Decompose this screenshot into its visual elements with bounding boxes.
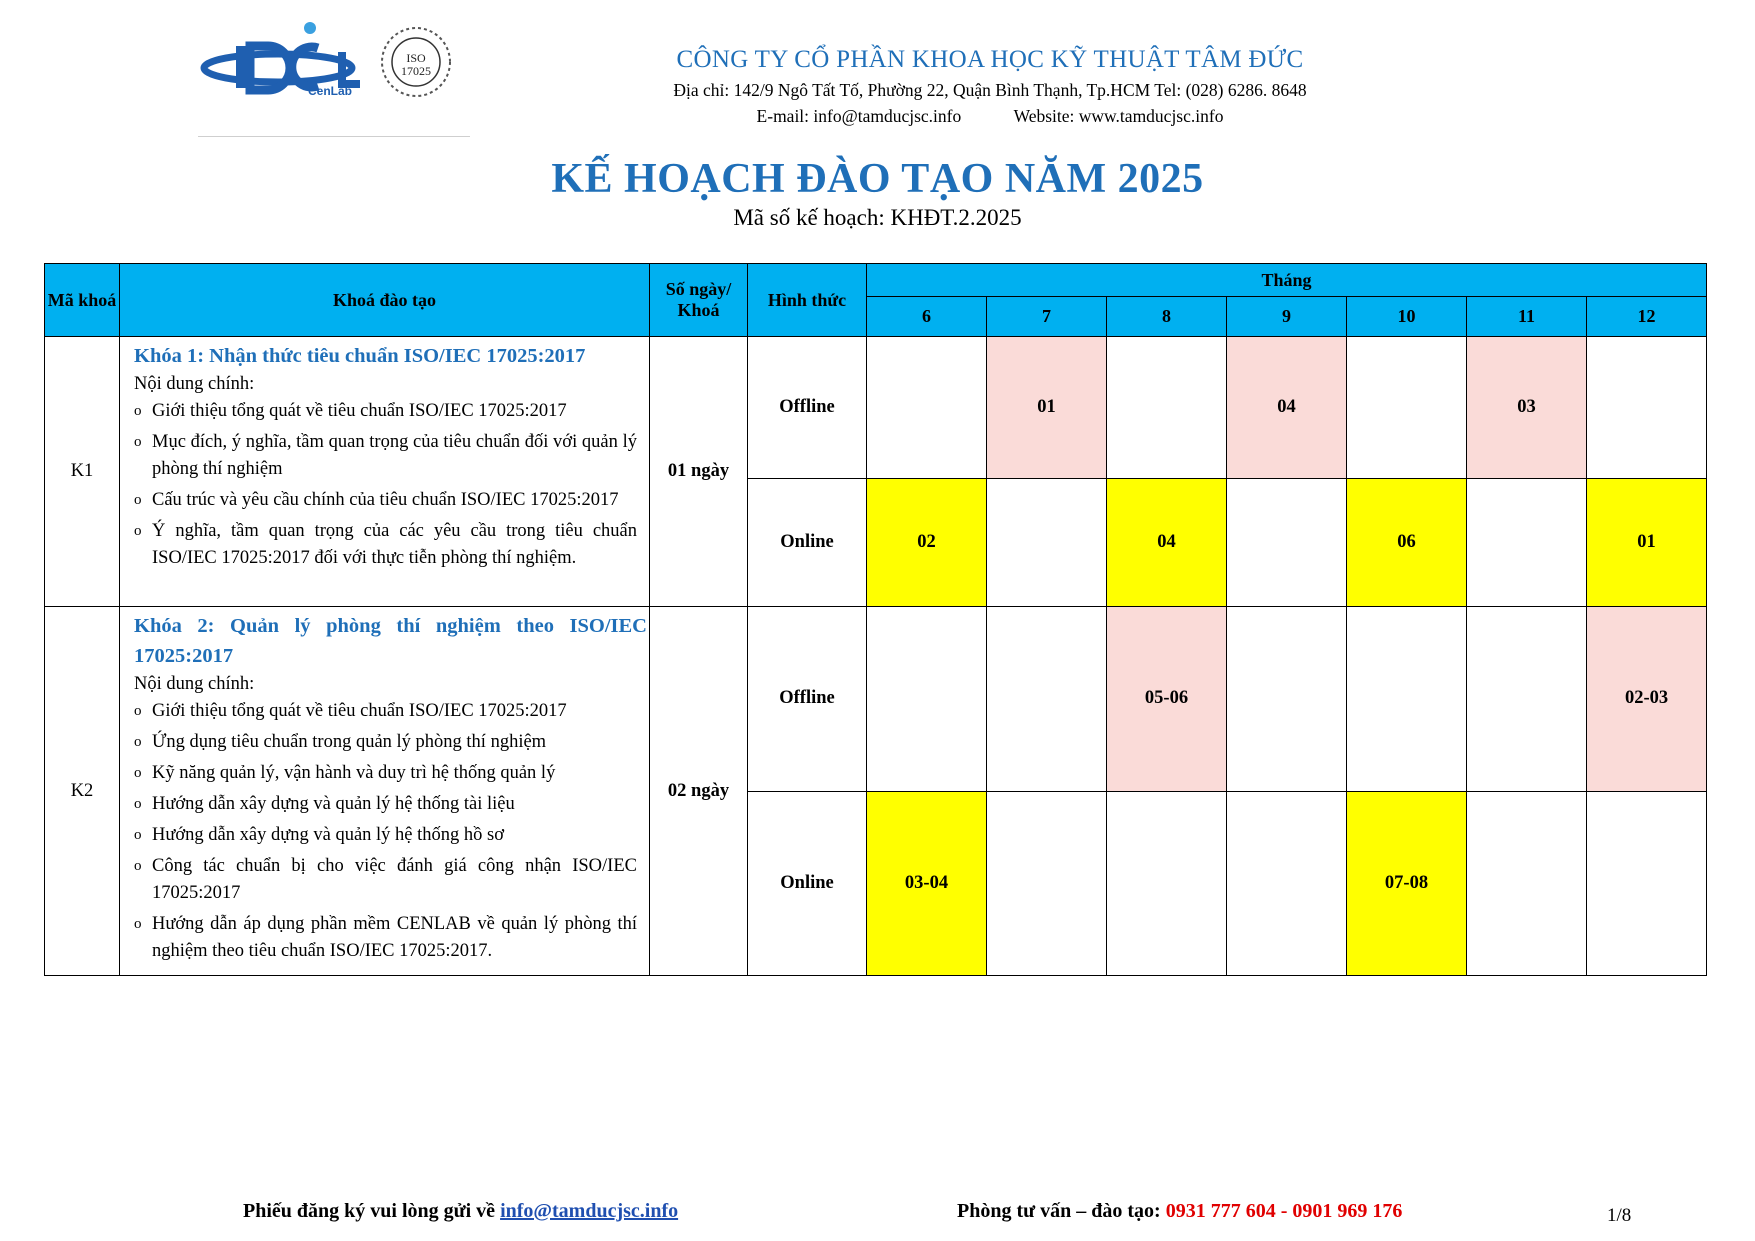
footer-phones: 0931 777 604 - 0901 969 176 — [1165, 1200, 1403, 1222]
schedule-cell: 01 — [1587, 479, 1707, 607]
plan-code: Mã số kế hoạch: KHĐT.2.2025 — [733, 205, 1022, 230]
month-11: 11 — [1467, 297, 1587, 337]
course-days: 02 ngày — [650, 607, 748, 976]
header-days: Số ngày/ Khoá — [650, 264, 748, 337]
schedule-cell: 04 — [1107, 479, 1227, 607]
schedule-cell — [1467, 607, 1587, 792]
company-address: Địa chỉ: 142/9 Ngô Tất Tố, Phường 22, Quận Bình Thạnh, Tp.HCM Tel: (028) 6286. 8648 — [673, 80, 1307, 100]
footer-consult — [957, 1200, 1402, 1223]
month-12: 12 — [1587, 297, 1707, 337]
course-code: K1 — [45, 337, 120, 607]
mode-online: Online — [748, 479, 867, 607]
training-plan-table — [44, 263, 1707, 976]
schedule-cell — [1347, 337, 1467, 479]
footer-register-text: Phiếu đăng ký vui lòng gửi về — [243, 1200, 496, 1222]
company-header — [630, 46, 1350, 127]
page-number: 1/8 — [1607, 1205, 1632, 1226]
list-item: o Giới thiệu tổng quát về tiêu chuẩn ISO/IEC 17025:2017 — [134, 698, 637, 725]
schedule-cell — [987, 607, 1107, 792]
month-8: 8 — [1107, 297, 1227, 337]
logo-divider — [198, 136, 470, 137]
cenlab-logo-graphic — [198, 18, 470, 138]
footer-consult-label: Phòng tư vấn – đào tạo: — [957, 1200, 1161, 1222]
mode-offline: Offline — [748, 337, 867, 479]
circle-bullet-icon: o — [134, 734, 142, 750]
month-7: 7 — [987, 297, 1107, 337]
list-item: o Ứng dụng tiêu chuẩn trong quản lý phòng thí nghiệm — [134, 729, 637, 756]
course-description — [120, 337, 650, 607]
list-item: o Hướng dẫn áp dụng phần mềm CENLAB về quản lý phòng thí nghiệm theo tiêu chuẩn ISO/IEC 17025:2017. — [134, 911, 637, 965]
schedule-cell — [1227, 607, 1347, 792]
schedule-cell — [1467, 479, 1587, 607]
course-content-list — [134, 698, 649, 965]
month-9: 9 — [1227, 297, 1347, 337]
circle-bullet-icon: o — [134, 434, 142, 450]
schedule-cell: 07-08 — [1347, 791, 1467, 976]
schedule-cell: 02 — [867, 479, 987, 607]
list-item: o Hướng dẫn xây dựng và quản lý hệ thống tài liệu — [134, 791, 637, 818]
iso-badge-text: ISO 17025 — [401, 51, 431, 78]
mode-online: Online — [748, 791, 867, 976]
month-6: 6 — [867, 297, 987, 337]
list-item: o Công tác chuẩn bị cho việc đánh giá công nhận ISO/IEC 17025:2017 — [134, 853, 637, 907]
list-item: o Kỹ năng quản lý, vận hành và duy trì hệ thống quản lý — [134, 760, 637, 787]
list-item: o Ý nghĩa, tầm quan trọng của các yêu cầu trong tiêu chuẩn ISO/IEC 17025:2017 đối với thực tiễn phòng thí nghiệm. — [134, 518, 637, 572]
circle-bullet-icon: o — [134, 916, 142, 932]
schedule-cell: 05-06 — [1107, 607, 1227, 792]
table-row — [45, 607, 1707, 792]
circle-bullet-icon: o — [134, 796, 142, 812]
schedule-cell — [867, 607, 987, 792]
circle-bullet-icon: o — [134, 765, 142, 781]
company-email: E-mail: info@tamducjsc.info — [756, 106, 962, 126]
header-code: Mã khoá — [45, 264, 120, 337]
schedule-cell — [1107, 791, 1227, 976]
footer-register — [243, 1200, 678, 1223]
circle-bullet-icon: o — [134, 858, 142, 874]
schedule-cell — [1587, 791, 1707, 976]
schedule-cell: 04 — [1227, 337, 1347, 479]
header-mode: Hình thức — [748, 264, 867, 337]
header-month: Tháng — [867, 264, 1707, 297]
month-10: 10 — [1347, 297, 1467, 337]
course-content-label: Nội dung chính: — [134, 674, 255, 694]
table-row — [45, 337, 1707, 479]
list-item: o Mục đích, ý nghĩa, tầm quan trọng của tiêu chuẩn đối với quản lý phòng thí nghiệm — [134, 429, 637, 483]
list-item: o Giới thiệu tổng quát về tiêu chuẩn ISO/IEC 17025:2017 — [134, 398, 637, 425]
list-item: o Cấu trúc và yêu cầu chính của tiêu chuẩn ISO/IEC 17025:2017 — [134, 487, 637, 514]
course-title: Khóa 1: Nhận thức tiêu chuẩn ISO/IEC 17025:2017 — [134, 345, 586, 367]
logo-text: CenLab — [308, 84, 353, 98]
schedule-cell — [1227, 791, 1347, 976]
schedule-cell — [987, 791, 1107, 976]
company-logo — [198, 18, 470, 138]
circle-bullet-icon: o — [134, 827, 142, 843]
schedule-cell — [1587, 337, 1707, 479]
course-code: K2 — [45, 607, 120, 976]
course-content-label: Nội dung chính: — [134, 374, 255, 394]
schedule-cell — [1347, 607, 1467, 792]
schedule-cell: 01 — [987, 337, 1107, 479]
course-title: Khóa 2: Quản lý phòng thí nghiệm theo ISO/IEC 17025:2017 — [134, 615, 647, 667]
course-content-list — [134, 398, 649, 572]
course-days: 01 ngày — [650, 337, 748, 607]
schedule-cell — [1227, 479, 1347, 607]
schedule-cell — [1107, 337, 1227, 479]
schedule-cell: 06 — [1347, 479, 1467, 607]
schedule-cell — [1467, 791, 1587, 976]
schedule-cell: 03-04 — [867, 791, 987, 976]
header-course: Khoá đào tạo — [120, 264, 650, 337]
list-item: o Hướng dẫn xây dựng và quản lý hệ thống hồ sơ — [134, 822, 637, 849]
circle-bullet-icon: o — [134, 703, 142, 719]
schedule-cell — [867, 337, 987, 479]
company-website: Website: www.tamducjsc.info — [1013, 106, 1224, 126]
page-title: KẾ HOẠCH ĐÀO TẠO NĂM 2025 — [551, 156, 1204, 202]
circle-bullet-icon: o — [134, 492, 142, 508]
company-name: CÔNG TY CỔ PHẦN KHOA HỌC KỸ THUẬT TÂM ĐỨC — [676, 46, 1304, 73]
circle-bullet-icon: o — [134, 523, 142, 539]
circle-bullet-icon: o — [134, 403, 142, 419]
company-contact — [630, 106, 1350, 127]
schedule-cell — [987, 479, 1107, 607]
footer-email-link[interactable]: info@tamducjsc.info — [500, 1200, 679, 1222]
mode-offline: Offline — [748, 607, 867, 792]
schedule-cell: 02-03 — [1587, 607, 1707, 792]
schedule-cell: 03 — [1467, 337, 1587, 479]
course-description — [120, 607, 650, 976]
